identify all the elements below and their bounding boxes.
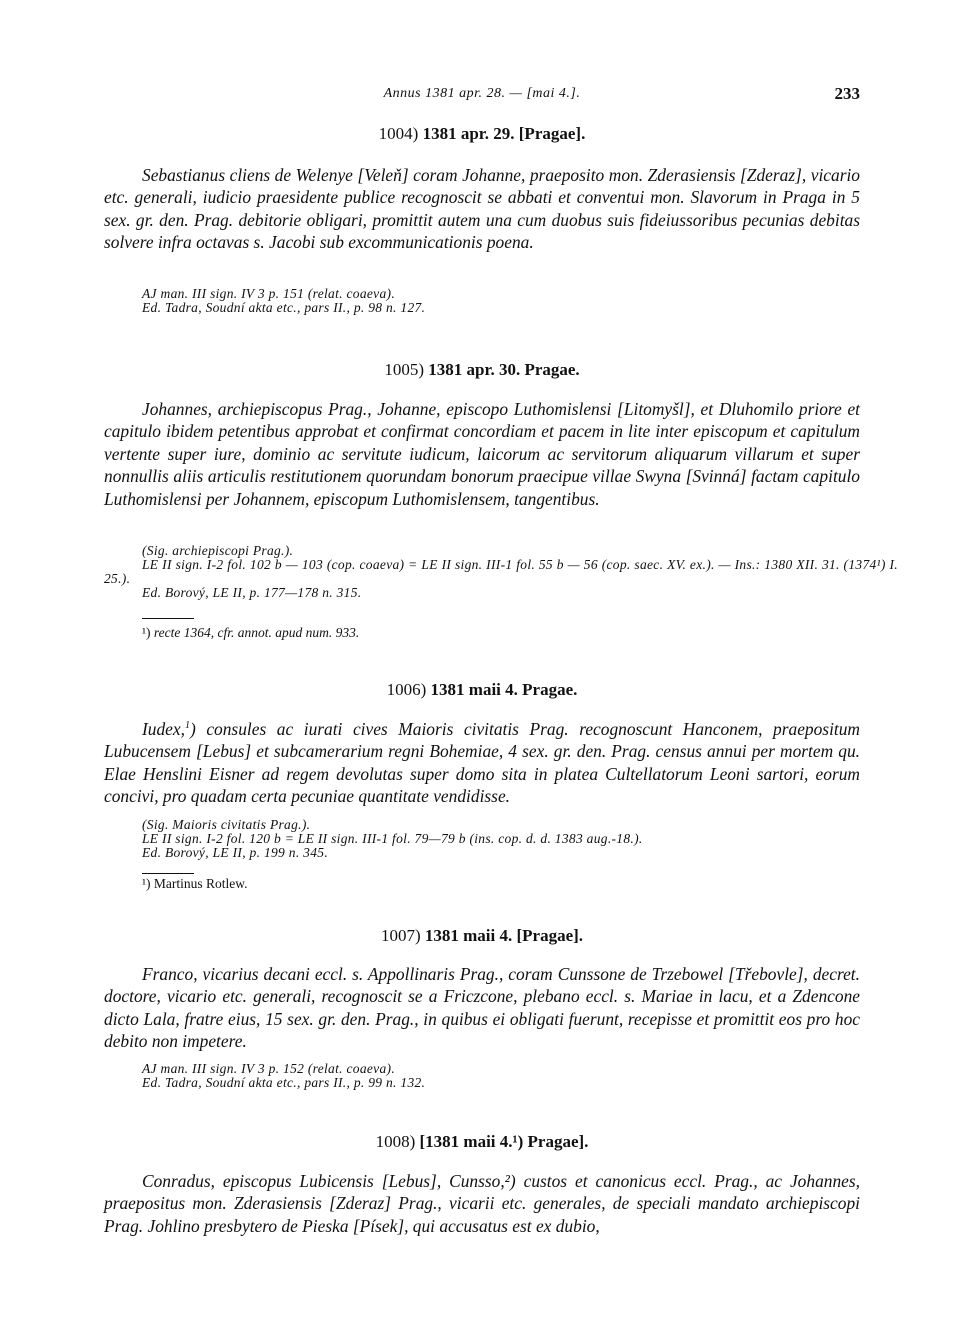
entry-date: 1381 maii 4. Pragae. <box>430 680 578 699</box>
footnote-ref: 1 <box>184 720 190 732</box>
entry-heading <box>104 926 860 946</box>
entry-date: 1381 maii 4. [Pragae]. <box>424 926 584 945</box>
footnote-mark: ¹) <box>142 625 151 640</box>
entry-number: 1005) <box>384 360 424 379</box>
footnote-mark: ¹) <box>142 876 151 891</box>
footnote-text: Martinus Rotlew. <box>153 876 248 891</box>
source-line: LE II sign. I-2 fol. 120 b = LE II sign. III-1 fol. 79—79 b (ins. cop. d. d. 1383 aug.-18.). <box>142 831 643 846</box>
source-line: Ed. Tadra, Soudní akta etc., pars II., p. 98 n. 127. <box>142 300 426 315</box>
page-number: 233 <box>834 84 860 103</box>
source-line: Ed. Borový, LE II, p. 177—178 n. 315. <box>142 585 362 600</box>
source-line: Ed. Tadra, Soudní akta etc., pars II., p. 99 n. 132. <box>142 1075 426 1090</box>
source-line: LE II sign. I-2 fol. 102 b — 103 (cop. coaeva) = LE II sign. III-1 fol. 55 b — 56 (cop. saec. XV. ex.). — Ins.: 1380 XII. 31. (1374¹) I. 25.). <box>104 557 898 586</box>
entry-regest <box>104 718 860 808</box>
regest-body: ) consules ac iurati cives Maioris civitatis Prag. recognoscunt Hanconem, praepositum Lubucensem [Lebus] et subcamerarium regni Bohemiae, 4 sex. gr. den. Prag. census annui per mortem qu. Elae Henslini Eisner ad regem devolutas super domo sita in platea Cultellatorum Leoni sartori, eorum concivi, pro quadam certa pecuniae quantitate vendidisse. <box>104 719 860 807</box>
source-line: (Sig. Maioris civitatis Prag.). <box>142 817 311 832</box>
entry-number: 1007) <box>380 926 421 945</box>
entry-heading <box>104 680 860 700</box>
regest-lead: Iudex, <box>142 719 185 739</box>
entry-regest: Conradus, episcopus Lubicensis [Lebus], Cunsso,²) custos et canonicus eccl. Prag., ac Johannes, praepositus mon. Zderasiensis [Zderaz] Prag., vicarii etc. generales, de speciali mandato archiepiscopi Prag. Johlino presbytero de Pieska [Písek], qui accusatus est ex dubio, <box>104 1171 860 1236</box>
source-line: AJ man. III sign. IV 3 p. 152 (relat. coaeva). <box>142 1061 395 1076</box>
running-head-title: Annus 1381 apr. 28. — [mai 4.]. <box>383 86 581 101</box>
footnote-rule <box>142 873 194 874</box>
footnote <box>142 876 248 892</box>
entry-sources <box>104 818 898 860</box>
running-head <box>104 86 860 108</box>
entry-heading <box>104 1132 860 1152</box>
source-line: (Sig. archiepiscopi Prag.). <box>142 543 294 558</box>
entry-heading <box>104 360 860 380</box>
source-line: Ed. Borový, LE II, p. 199 n. 345. <box>142 845 328 860</box>
entry-date: 1381 apr. 30. Pragae. <box>428 360 580 379</box>
entry-sources <box>104 544 898 600</box>
footnote-text: recte 1364, cfr. annot. apud num. 933. <box>153 625 360 640</box>
entry-regest: Johannes, archiepiscopus Prag., Johanne, episcopo Luthomislensi [Litomyšl], et Dluhomilo priore et capitulo ibidem petentibus approbat et confirmat concordiam et pacem in lite inter episcopum et capitulum vertente super iure, dominio ac servitute iudicum, laicorum ac servitorum aliquarum villarum et super nonnullis aliis articulis restitutionem quorundam bonorum praecipue villae Swyna [Svinná] factam capitulo Luthomislensi per Johannem, episcopum Luthomislensem, tangentibus. <box>104 399 860 509</box>
entry-date: 1381 apr. 29. [Pragae]. <box>422 124 586 143</box>
source-line: AJ man. III sign. IV 3 p. 151 (relat. coaeva). <box>142 286 395 301</box>
entry-regest: Franco, vicarius decani eccl. s. Appollinaris Prag., coram Cunssone de Trzebowel [Třebovle], decret. doctore, vicario etc. generali, recognoscit se a Friczcone, plebano eccl. s. Mariae in lacu, et a Zdencone dicto Lala, fratre eius, 15 sex. gr. den. Prag., in quibus ei obligati fuerunt, recepisse et promittit eos pro hoc debito non impetere. <box>104 964 860 1052</box>
entry-heading <box>104 124 860 144</box>
entry-date: [1381 maii 4.¹) Pragae]. <box>419 1132 589 1151</box>
entry-number: 1008) <box>375 1132 416 1151</box>
entry-regest: Sebastianus cliens de Welenye [Veleň] coram Johanne, praeposito mon. Zderasiensis [Zderaz], vicario etc. generali, iudicio praesidente publice recognoscit se abbati et conventui mon. Slavorum in Praga in 5 sex. gr. den. Prag. debitorie obligari, promittit autem una cum duobus suis fideiussoribus pecunias debitas solvere infra octavas s. Jacobi sub excommunicationis poena. <box>104 165 860 253</box>
entry-number: 1006) <box>386 680 427 699</box>
footnote-rule <box>142 618 194 619</box>
entry-sources <box>104 1062 898 1090</box>
entry-number: 1004) <box>378 124 419 143</box>
footnote <box>142 625 359 641</box>
entry-sources <box>104 287 898 315</box>
